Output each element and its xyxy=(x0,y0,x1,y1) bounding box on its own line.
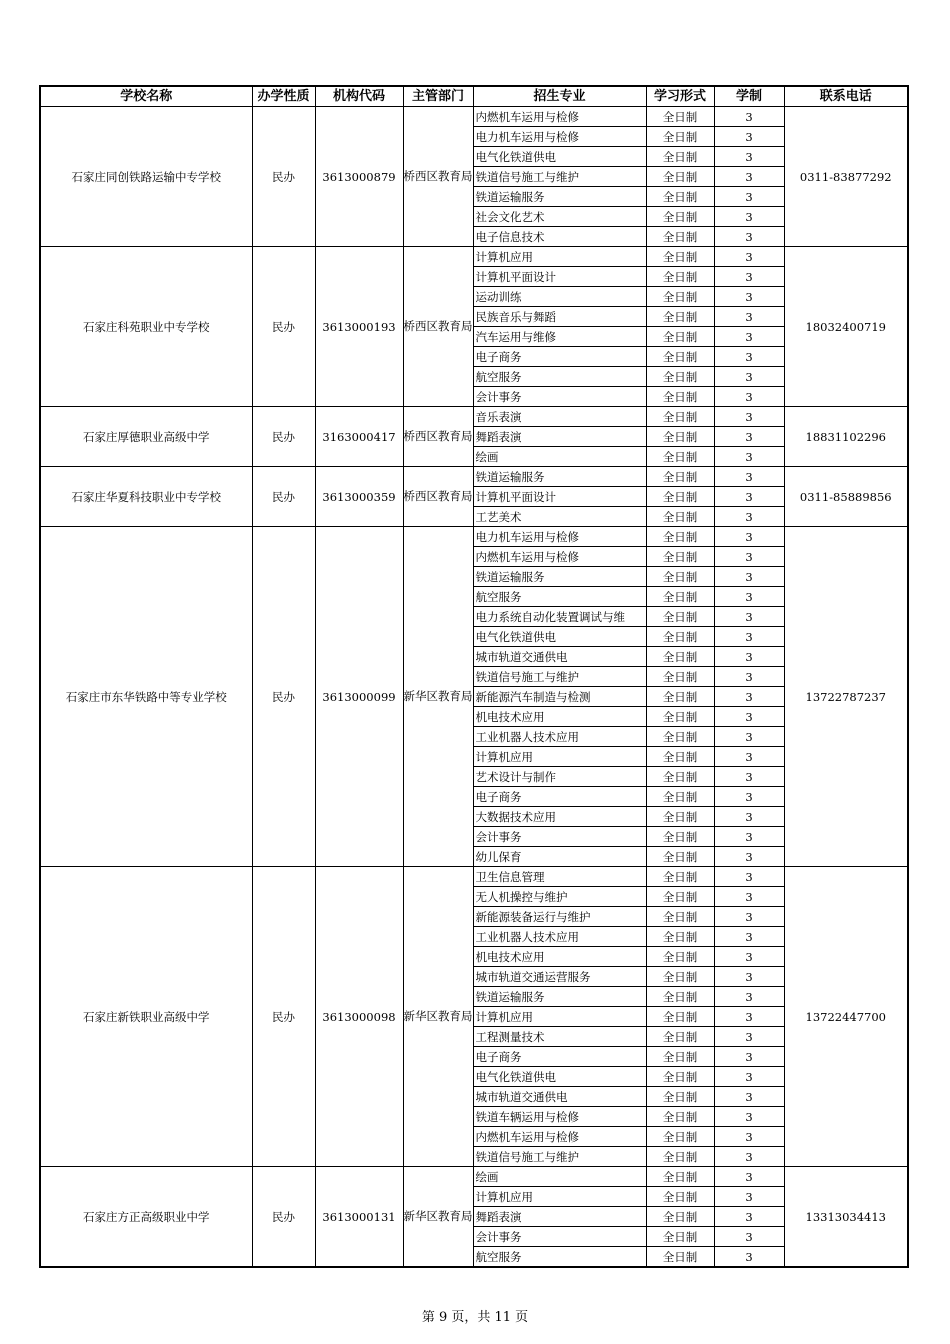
study-form-cell: 全日制 xyxy=(646,707,714,727)
study-form-cell: 全日制 xyxy=(646,1227,714,1247)
nature-cell: 民办 xyxy=(252,467,315,527)
code-cell: 3613000359 xyxy=(315,467,403,527)
major-cell: 社会文化艺术 xyxy=(473,207,646,227)
duration-cell: 3 xyxy=(714,747,784,767)
school-name-cell: 石家庄市东华铁路中等专业学校 xyxy=(40,527,252,867)
study-form-cell: 全日制 xyxy=(646,247,714,267)
major-cell: 电子商务 xyxy=(473,347,646,367)
major-cell: 电气化铁道供电 xyxy=(473,1067,646,1087)
major-cell: 机电技术应用 xyxy=(473,707,646,727)
school-name-cell: 石家庄科苑职业中专学校 xyxy=(40,247,252,407)
duration-cell: 3 xyxy=(714,927,784,947)
study-form-cell: 全日制 xyxy=(646,887,714,907)
header-school-name: 学校名称 xyxy=(40,86,252,107)
major-cell: 电气化铁道供电 xyxy=(473,147,646,167)
study-form-cell: 全日制 xyxy=(646,287,714,307)
major-cell: 电力机车运用与检修 xyxy=(473,527,646,547)
page-footer: 第 9 页，共 11 页 xyxy=(421,1310,529,1325)
header-nature: 办学性质 xyxy=(252,86,315,107)
study-form-cell: 全日制 xyxy=(646,1207,714,1227)
code-cell: 3613000193 xyxy=(315,247,403,407)
study-form-cell: 全日制 xyxy=(646,1087,714,1107)
major-cell: 电力系统自动化装置调试与维 xyxy=(473,607,646,627)
major-cell: 民族音乐与舞蹈 xyxy=(473,307,646,327)
major-cell: 计算机应用 xyxy=(473,747,646,767)
duration-cell: 3 xyxy=(714,347,784,367)
study-form-cell: 全日制 xyxy=(646,267,714,287)
study-form-cell: 全日制 xyxy=(646,1147,714,1167)
major-cell: 铁道运输服务 xyxy=(473,987,646,1007)
school-name-cell: 石家庄方正高级职业中学 xyxy=(40,1167,252,1268)
duration-cell: 3 xyxy=(714,987,784,1007)
study-form-cell: 全日制 xyxy=(646,1167,714,1187)
code-cell: 3613000879 xyxy=(315,107,403,247)
major-cell: 工业机器人技术应用 xyxy=(473,927,646,947)
table-row xyxy=(40,867,908,887)
duration-cell: 3 xyxy=(714,907,784,927)
phone-cell: 18032400719 xyxy=(784,247,908,407)
major-cell: 音乐表演 xyxy=(473,407,646,427)
duration-cell: 3 xyxy=(714,387,784,407)
major-cell: 幼儿保育 xyxy=(473,847,646,867)
study-form-cell: 全日制 xyxy=(646,427,714,447)
nature-cell: 民办 xyxy=(252,527,315,867)
study-form-cell: 全日制 xyxy=(646,307,714,327)
duration-cell: 3 xyxy=(714,167,784,187)
nature-cell: 民办 xyxy=(252,1167,315,1268)
major-cell: 计算机应用 xyxy=(473,1007,646,1027)
duration-cell: 3 xyxy=(714,287,784,307)
duration-cell: 3 xyxy=(714,847,784,867)
duration-cell: 3 xyxy=(714,867,784,887)
duration-cell: 3 xyxy=(714,627,784,647)
major-cell: 电气化铁道供电 xyxy=(473,627,646,647)
study-form-cell: 全日制 xyxy=(646,1247,714,1268)
study-form-cell: 全日制 xyxy=(646,1027,714,1047)
code-cell: 3613000098 xyxy=(315,867,403,1167)
study-form-cell: 全日制 xyxy=(646,867,714,887)
study-form-cell: 全日制 xyxy=(646,1127,714,1147)
major-cell: 计算机平面设计 xyxy=(473,487,646,507)
header-code: 机构代码 xyxy=(315,86,403,107)
school-name-cell: 石家庄新铁职业高级中学 xyxy=(40,867,252,1167)
duration-cell: 3 xyxy=(714,227,784,247)
major-cell: 计算机平面设计 xyxy=(473,267,646,287)
duration-cell: 3 xyxy=(714,1127,784,1147)
duration-cell: 3 xyxy=(714,427,784,447)
major-cell: 艺术设计与制作 xyxy=(473,767,646,787)
study-form-cell: 全日制 xyxy=(646,147,714,167)
duration-cell: 3 xyxy=(714,727,784,747)
dept-cell: 桥西区教育局 xyxy=(403,467,473,527)
header-duration: 学制 xyxy=(714,86,784,107)
study-form-cell: 全日制 xyxy=(646,407,714,427)
study-form-cell: 全日制 xyxy=(646,187,714,207)
study-form-cell: 全日制 xyxy=(646,107,714,127)
table-row xyxy=(40,1167,908,1187)
duration-cell: 3 xyxy=(714,647,784,667)
table-row xyxy=(40,107,908,127)
major-cell: 内燃机车运用与检修 xyxy=(473,107,646,127)
phone-cell: 0311-85889856 xyxy=(784,467,908,527)
duration-cell: 3 xyxy=(714,1027,784,1047)
major-cell: 绘画 xyxy=(473,1167,646,1187)
major-cell: 铁道运输服务 xyxy=(473,467,646,487)
duration-cell: 3 xyxy=(714,1067,784,1087)
duration-cell: 3 xyxy=(714,107,784,127)
study-form-cell: 全日制 xyxy=(646,587,714,607)
duration-cell: 3 xyxy=(714,207,784,227)
study-form-cell: 全日制 xyxy=(646,347,714,367)
major-cell: 运动训练 xyxy=(473,287,646,307)
study-form-cell: 全日制 xyxy=(646,127,714,147)
duration-cell: 3 xyxy=(714,247,784,267)
duration-cell: 3 xyxy=(714,947,784,967)
major-cell: 铁道车辆运用与检修 xyxy=(473,1107,646,1127)
nature-cell: 民办 xyxy=(252,867,315,1167)
major-cell: 工艺美术 xyxy=(473,507,646,527)
major-cell: 会计事务 xyxy=(473,827,646,847)
duration-cell: 3 xyxy=(714,187,784,207)
major-cell: 新能源装备运行与维护 xyxy=(473,907,646,927)
major-cell: 工程测量技术 xyxy=(473,1027,646,1047)
table-row xyxy=(40,247,908,267)
duration-cell: 3 xyxy=(714,307,784,327)
study-form-cell: 全日制 xyxy=(646,767,714,787)
duration-cell: 3 xyxy=(714,1207,784,1227)
duration-cell: 3 xyxy=(714,1227,784,1247)
major-cell: 汽车运用与维修 xyxy=(473,327,646,347)
study-form-cell: 全日制 xyxy=(646,807,714,827)
study-form-cell: 全日制 xyxy=(646,447,714,467)
duration-cell: 3 xyxy=(714,1107,784,1127)
study-form-cell: 全日制 xyxy=(646,687,714,707)
major-cell: 会计事务 xyxy=(473,387,646,407)
study-form-cell: 全日制 xyxy=(646,167,714,187)
duration-cell: 3 xyxy=(714,1047,784,1067)
code-cell: 3613000099 xyxy=(315,527,403,867)
major-cell: 航空服务 xyxy=(473,1247,646,1268)
major-cell: 计算机应用 xyxy=(473,1187,646,1207)
duration-cell: 3 xyxy=(714,587,784,607)
major-cell: 航空服务 xyxy=(473,367,646,387)
major-cell: 卫生信息管理 xyxy=(473,867,646,887)
study-form-cell: 全日制 xyxy=(646,607,714,627)
study-form-cell: 全日制 xyxy=(646,967,714,987)
major-cell: 电子商务 xyxy=(473,787,646,807)
study-form-cell: 全日制 xyxy=(646,907,714,927)
major-cell: 舞蹈表演 xyxy=(473,1207,646,1227)
duration-cell: 3 xyxy=(714,407,784,427)
school-name-cell: 石家庄厚德职业高级中学 xyxy=(40,407,252,467)
study-form-cell: 全日制 xyxy=(646,1107,714,1127)
study-form-cell: 全日制 xyxy=(646,327,714,347)
duration-cell: 3 xyxy=(714,327,784,347)
header-dept: 主管部门 xyxy=(403,86,473,107)
duration-cell: 3 xyxy=(714,487,784,507)
dept-cell: 桥西区教育局 xyxy=(403,247,473,407)
table-row xyxy=(40,407,908,427)
duration-cell: 3 xyxy=(714,127,784,147)
duration-cell: 3 xyxy=(714,467,784,487)
study-form-cell: 全日制 xyxy=(646,1067,714,1087)
duration-cell: 3 xyxy=(714,1187,784,1207)
major-cell: 会计事务 xyxy=(473,1227,646,1247)
school-name-cell: 石家庄华夏科技职业中专学校 xyxy=(40,467,252,527)
dept-cell: 新华区教育局 xyxy=(403,1167,473,1268)
duration-cell: 3 xyxy=(714,887,784,907)
study-form-cell: 全日制 xyxy=(646,227,714,247)
duration-cell: 3 xyxy=(714,767,784,787)
major-cell: 无人机操控与维护 xyxy=(473,887,646,907)
study-form-cell: 全日制 xyxy=(646,667,714,687)
major-cell: 工业机器人技术应用 xyxy=(473,727,646,747)
duration-cell: 3 xyxy=(714,267,784,287)
major-cell: 城市轨道交通供电 xyxy=(473,1087,646,1107)
study-form-cell: 全日制 xyxy=(646,1007,714,1027)
duration-cell: 3 xyxy=(714,827,784,847)
enrollment-table xyxy=(39,85,909,1268)
code-cell: 3613000131 xyxy=(315,1167,403,1268)
major-cell: 铁道信号施工与维护 xyxy=(473,1147,646,1167)
dept-cell: 桥西区教育局 xyxy=(403,107,473,247)
major-cell: 城市轨道交通供电 xyxy=(473,647,646,667)
study-form-cell: 全日制 xyxy=(646,467,714,487)
study-form-cell: 全日制 xyxy=(646,507,714,527)
major-cell: 计算机应用 xyxy=(473,247,646,267)
major-cell: 铁道信号施工与维护 xyxy=(473,667,646,687)
study-form-cell: 全日制 xyxy=(646,927,714,947)
school-name-cell: 石家庄同创铁路运输中专学校 xyxy=(40,107,252,247)
duration-cell: 3 xyxy=(714,1167,784,1187)
study-form-cell: 全日制 xyxy=(646,1047,714,1067)
dept-cell: 新华区教育局 xyxy=(403,867,473,1167)
duration-cell: 3 xyxy=(714,507,784,527)
study-form-cell: 全日制 xyxy=(646,387,714,407)
duration-cell: 3 xyxy=(714,607,784,627)
study-form-cell: 全日制 xyxy=(646,1187,714,1207)
code-cell: 3163000417 xyxy=(315,407,403,467)
major-cell: 城市轨道交通运营服务 xyxy=(473,967,646,987)
study-form-cell: 全日制 xyxy=(646,827,714,847)
study-form-cell: 全日制 xyxy=(646,527,714,547)
table-body xyxy=(40,107,908,1268)
major-cell: 内燃机车运用与检修 xyxy=(473,547,646,567)
phone-cell: 18831102296 xyxy=(784,407,908,467)
major-cell: 电子信息技术 xyxy=(473,227,646,247)
header-phone: 联系电话 xyxy=(784,86,908,107)
duration-cell: 3 xyxy=(714,367,784,387)
major-cell: 航空服务 xyxy=(473,587,646,607)
study-form-cell: 全日制 xyxy=(646,727,714,747)
major-cell: 大数据技术应用 xyxy=(473,807,646,827)
study-form-cell: 全日制 xyxy=(646,487,714,507)
study-form-cell: 全日制 xyxy=(646,647,714,667)
study-form-cell: 全日制 xyxy=(646,627,714,647)
table-row xyxy=(40,467,908,487)
duration-cell: 3 xyxy=(714,787,784,807)
major-cell: 铁道信号施工与维护 xyxy=(473,167,646,187)
major-cell: 电力机车运用与检修 xyxy=(473,127,646,147)
table-row xyxy=(40,527,908,547)
study-form-cell: 全日制 xyxy=(646,367,714,387)
study-form-cell: 全日制 xyxy=(646,987,714,1007)
major-cell: 机电技术应用 xyxy=(473,947,646,967)
study-form-cell: 全日制 xyxy=(646,207,714,227)
duration-cell: 3 xyxy=(714,667,784,687)
study-form-cell: 全日制 xyxy=(646,567,714,587)
study-form-cell: 全日制 xyxy=(646,747,714,767)
duration-cell: 3 xyxy=(714,807,784,827)
phone-cell: 13722787237 xyxy=(784,527,908,867)
dept-cell: 桥西区教育局 xyxy=(403,407,473,467)
major-cell: 新能源汽车制造与检测 xyxy=(473,687,646,707)
header-major: 招生专业 xyxy=(473,86,646,107)
study-form-cell: 全日制 xyxy=(646,847,714,867)
major-cell: 铁道运输服务 xyxy=(473,567,646,587)
duration-cell: 3 xyxy=(714,527,784,547)
nature-cell: 民办 xyxy=(252,107,315,247)
study-form-cell: 全日制 xyxy=(646,787,714,807)
dept-cell: 新华区教育局 xyxy=(403,527,473,867)
duration-cell: 3 xyxy=(714,687,784,707)
major-cell: 内燃机车运用与检修 xyxy=(473,1127,646,1147)
major-cell: 绘画 xyxy=(473,447,646,467)
duration-cell: 3 xyxy=(714,447,784,467)
nature-cell: 民办 xyxy=(252,407,315,467)
duration-cell: 3 xyxy=(714,567,784,587)
phone-cell: 13313034413 xyxy=(784,1167,908,1268)
nature-cell: 民办 xyxy=(252,247,315,407)
study-form-cell: 全日制 xyxy=(646,947,714,967)
duration-cell: 3 xyxy=(714,147,784,167)
duration-cell: 3 xyxy=(714,1087,784,1107)
major-cell: 铁道运输服务 xyxy=(473,187,646,207)
study-form-cell: 全日制 xyxy=(646,547,714,567)
phone-cell: 0311-83877292 xyxy=(784,107,908,247)
header-row xyxy=(40,86,908,107)
duration-cell: 3 xyxy=(714,1147,784,1167)
duration-cell: 3 xyxy=(714,547,784,567)
duration-cell: 3 xyxy=(714,707,784,727)
duration-cell: 3 xyxy=(714,967,784,987)
header-study-form: 学习形式 xyxy=(646,86,714,107)
phone-cell: 13722447700 xyxy=(784,867,908,1167)
duration-cell: 3 xyxy=(714,1007,784,1027)
major-cell: 舞蹈表演 xyxy=(473,427,646,447)
duration-cell: 3 xyxy=(714,1247,784,1268)
major-cell: 电子商务 xyxy=(473,1047,646,1067)
